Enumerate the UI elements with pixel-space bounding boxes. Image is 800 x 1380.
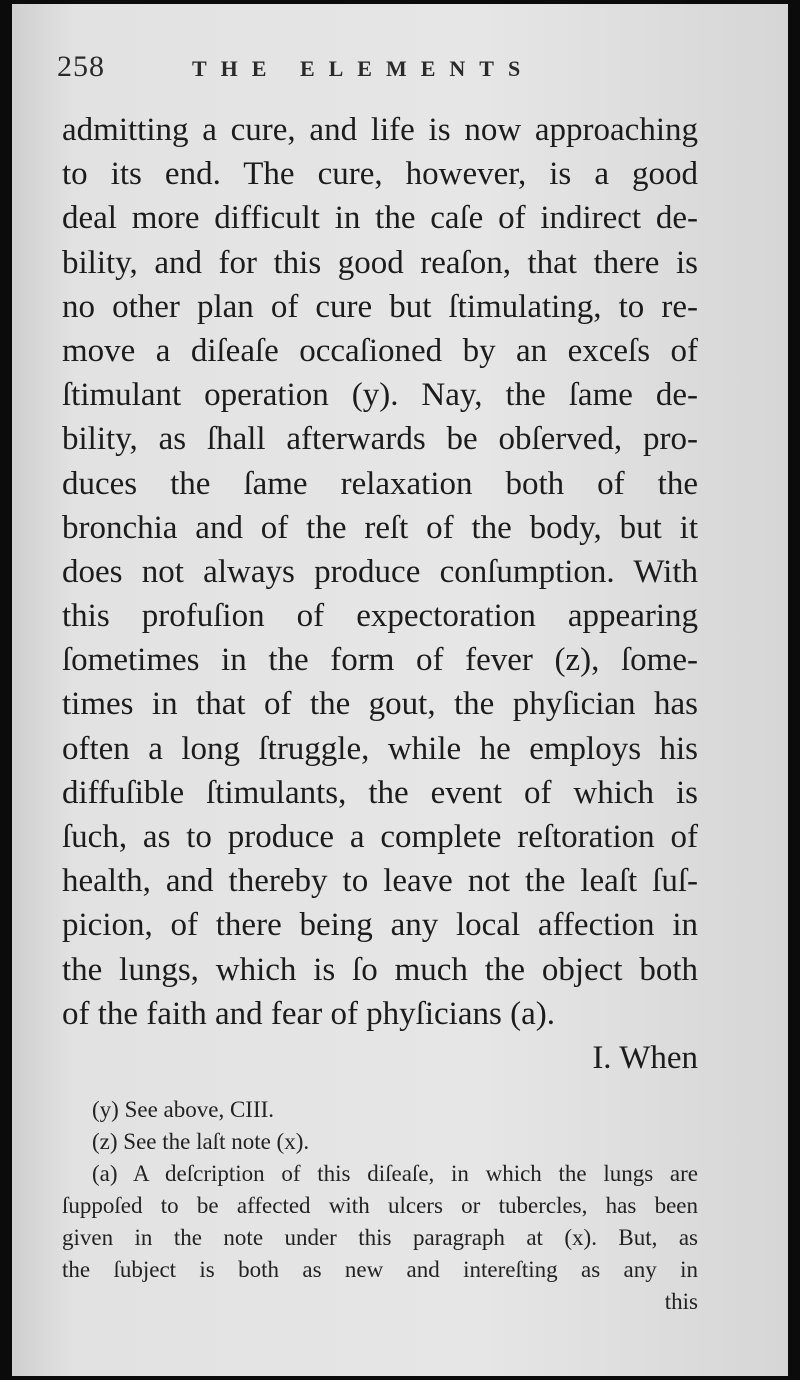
page-number: 258 <box>57 50 105 83</box>
body-line: does not always produce conſumption. With <box>62 553 698 590</box>
catchword: I. When <box>592 1039 698 1076</box>
footnote: the ſubject is both as new and intereſting as any in <box>62 1257 698 1282</box>
body-line: ſometimes in the form of fever (z), ſome- <box>62 642 698 679</box>
body-line: deal more difficult in the caſe of indirect de- <box>62 200 698 237</box>
footnote: given in the note under this paragraph at (x). But, as <box>62 1225 698 1250</box>
body-line: picion, of there being any local affection in <box>62 907 698 944</box>
footnote: (z) See the laſt note (x). <box>92 1129 310 1154</box>
body-line: this profuſion of expectoration appearing <box>62 598 698 635</box>
body-line: admitting a cure, and life is now approaching <box>62 112 698 148</box>
body-line: to its end. The cure, however, is a good <box>62 156 698 193</box>
book-page <box>12 4 788 1376</box>
footnote: ſuppoſed to be affected with ulcers or tubercles, has been <box>62 1193 698 1218</box>
footnotes <box>62 1094 698 1318</box>
body-line: the lungs, which is ſo much the object both <box>62 951 698 988</box>
body-line: often a long ſtruggle, while he employs his <box>62 730 698 767</box>
body-text <box>62 108 698 1080</box>
body-line: move a diſeaſe occaſioned by an exceſs of <box>62 332 698 369</box>
body-line: diffuſible ſtimulants, the event of which is <box>62 774 698 811</box>
body-line: of the faith and fear of phyſicians (a). <box>62 995 555 1032</box>
body-line: bronchia and of the reſt of the body, but it <box>62 509 698 546</box>
body-line: duces the ſame relaxation both of the <box>62 465 698 502</box>
body-line: ſuch, as to produce a complete reſtoration of <box>62 819 698 855</box>
body-line: times in that of the gout, the phyſician has <box>62 686 698 723</box>
footnote: (y) See above, CIII. <box>92 1097 275 1122</box>
body-line: bility, and for this good reaſon, that there is <box>62 244 698 281</box>
body-line: ſtimulant operation (y). Nay, the ſame de- <box>62 377 698 414</box>
body-line: bility, as ſhall afterwards be obſerved, pro- <box>62 421 698 458</box>
running-title: THE ELEMENTS <box>192 56 535 81</box>
body-line: no other plan of cure but ſtimulating, to re- <box>62 288 698 325</box>
body-line: health, and thereby to leave not the leaſt ſuſ- <box>62 863 698 900</box>
footnote: (a) A deſcription of this diſeaſe, in which the lungs are <box>92 1161 698 1186</box>
footnote-catchword: this <box>664 1289 698 1314</box>
